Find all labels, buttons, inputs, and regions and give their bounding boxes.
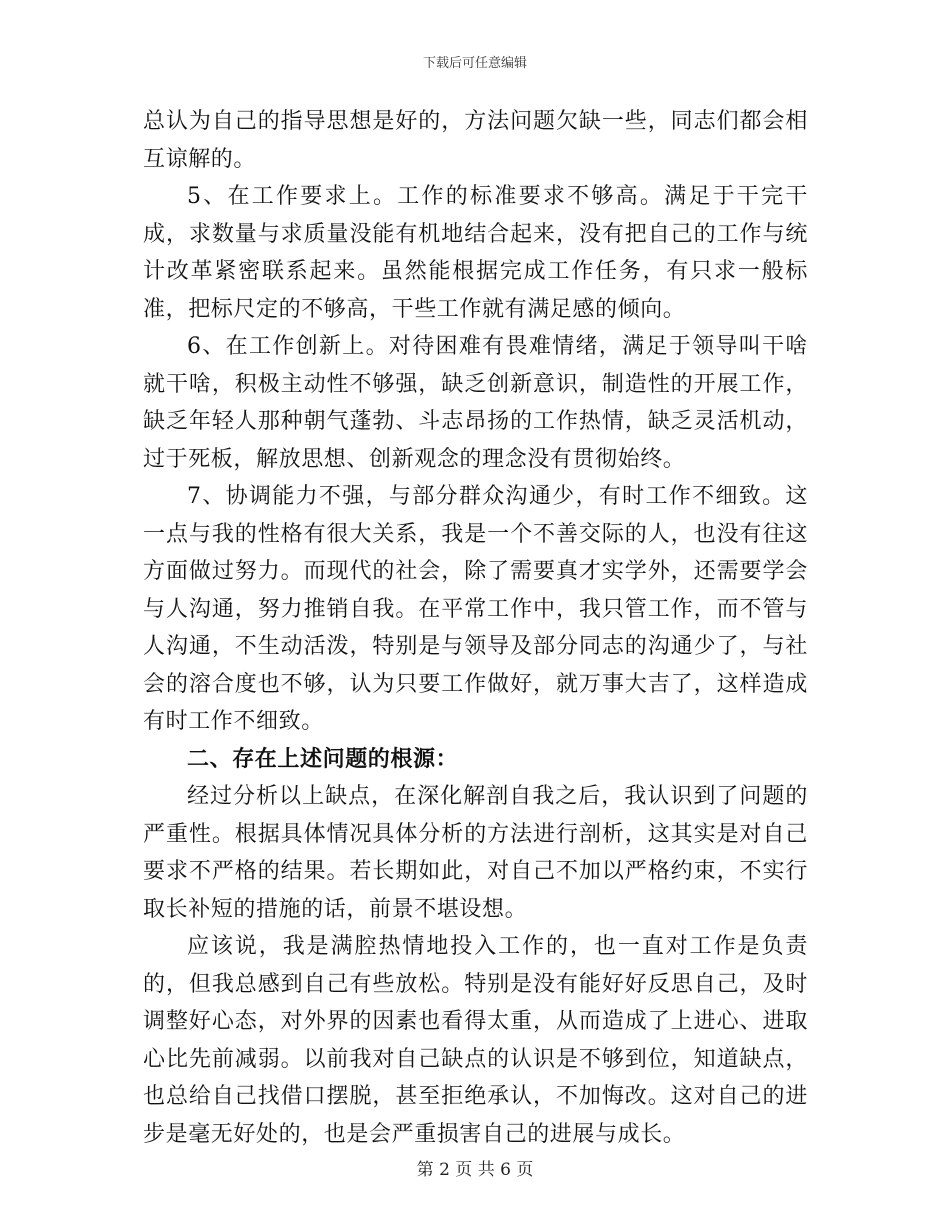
- page-header: 下载后可任意编辑: [422, 56, 527, 71]
- paragraph-item-5: 5、在工作要求上。工作的标准要求不够高。满足于干完干成，求数量与求质量没能有机地结合起来，没有把自己的工作与统计改革紧密联系起来。虽然能根据完成工作任务，有只求一般标准，把标尺定的不够高，干些工作就有满足感的倾向。: [143, 184, 808, 322]
- paragraph-continuation: 总认为自己的指导思想是好的，方法问题欠缺一些，同志们都会相互谅解的。: [143, 109, 808, 172]
- paragraph-item-7: 7、协调能力不强，与部分群众沟通少，有时工作不细致。这一点与我的性格有很大关系，我是一个不善交际的人，也没有往这方面做过努力。而现代的社会，除了需要真才实学外，还需要学会与人沟通，努力推销自我。在平常工作中，我只管工作，而不管与人沟通，不生动活泼，特别是与领导及部分同志的沟通少了，与社会的溶合度也不够，认为只要工作做好，就万事大吉了，这样造成有时工作不细致。: [143, 484, 808, 734]
- paragraph-reflection: 应该说，我是满腔热情地投入工作的，也一直对工作是负责的，但我总感到自己有些放松。特别是没有能好好反思自己，及时调整好心态，对外界的因素也看得太重，从而造成了上进心、进取心比先前减弱。以前我对自己缺点的认识是不够到位，知道缺点，也总给自己找借口摆脱，甚至拒绝承认，不加悔改。这对自己的进步是毫无好处的，也是会严重损害自己的进展与成长。: [143, 934, 808, 1147]
- paragraph-analysis: 经过分析以上缺点，在深化解剖自我之后，我认识到了问题的严重性。根据具体情况具体分析的方法进行剖析，这其实是对自己要求不严格的结果。若长期如此，对自己不加以严格约束，不实行取长补短的措施的话，前景不堪设想。: [143, 784, 808, 922]
- page-footer: 第 2 页 共 6 页: [416, 1160, 534, 1180]
- document-body: [143, 103, 808, 1153]
- section-heading: 二、存在上述问题的根源：: [187, 745, 459, 772]
- paragraph-item-6: 6、在工作创新上。对待困难有畏难情绪，满足于领导叫干啥就干啥，积极主动性不够强，缺乏创新意识，制造性的开展工作，缺乏年轻人那种朝气蓬勃、斗志昂扬的工作热情，缺乏灵活机动，过于死板，解放思想、创新观念的理念没有贯彻始终。: [143, 334, 808, 472]
